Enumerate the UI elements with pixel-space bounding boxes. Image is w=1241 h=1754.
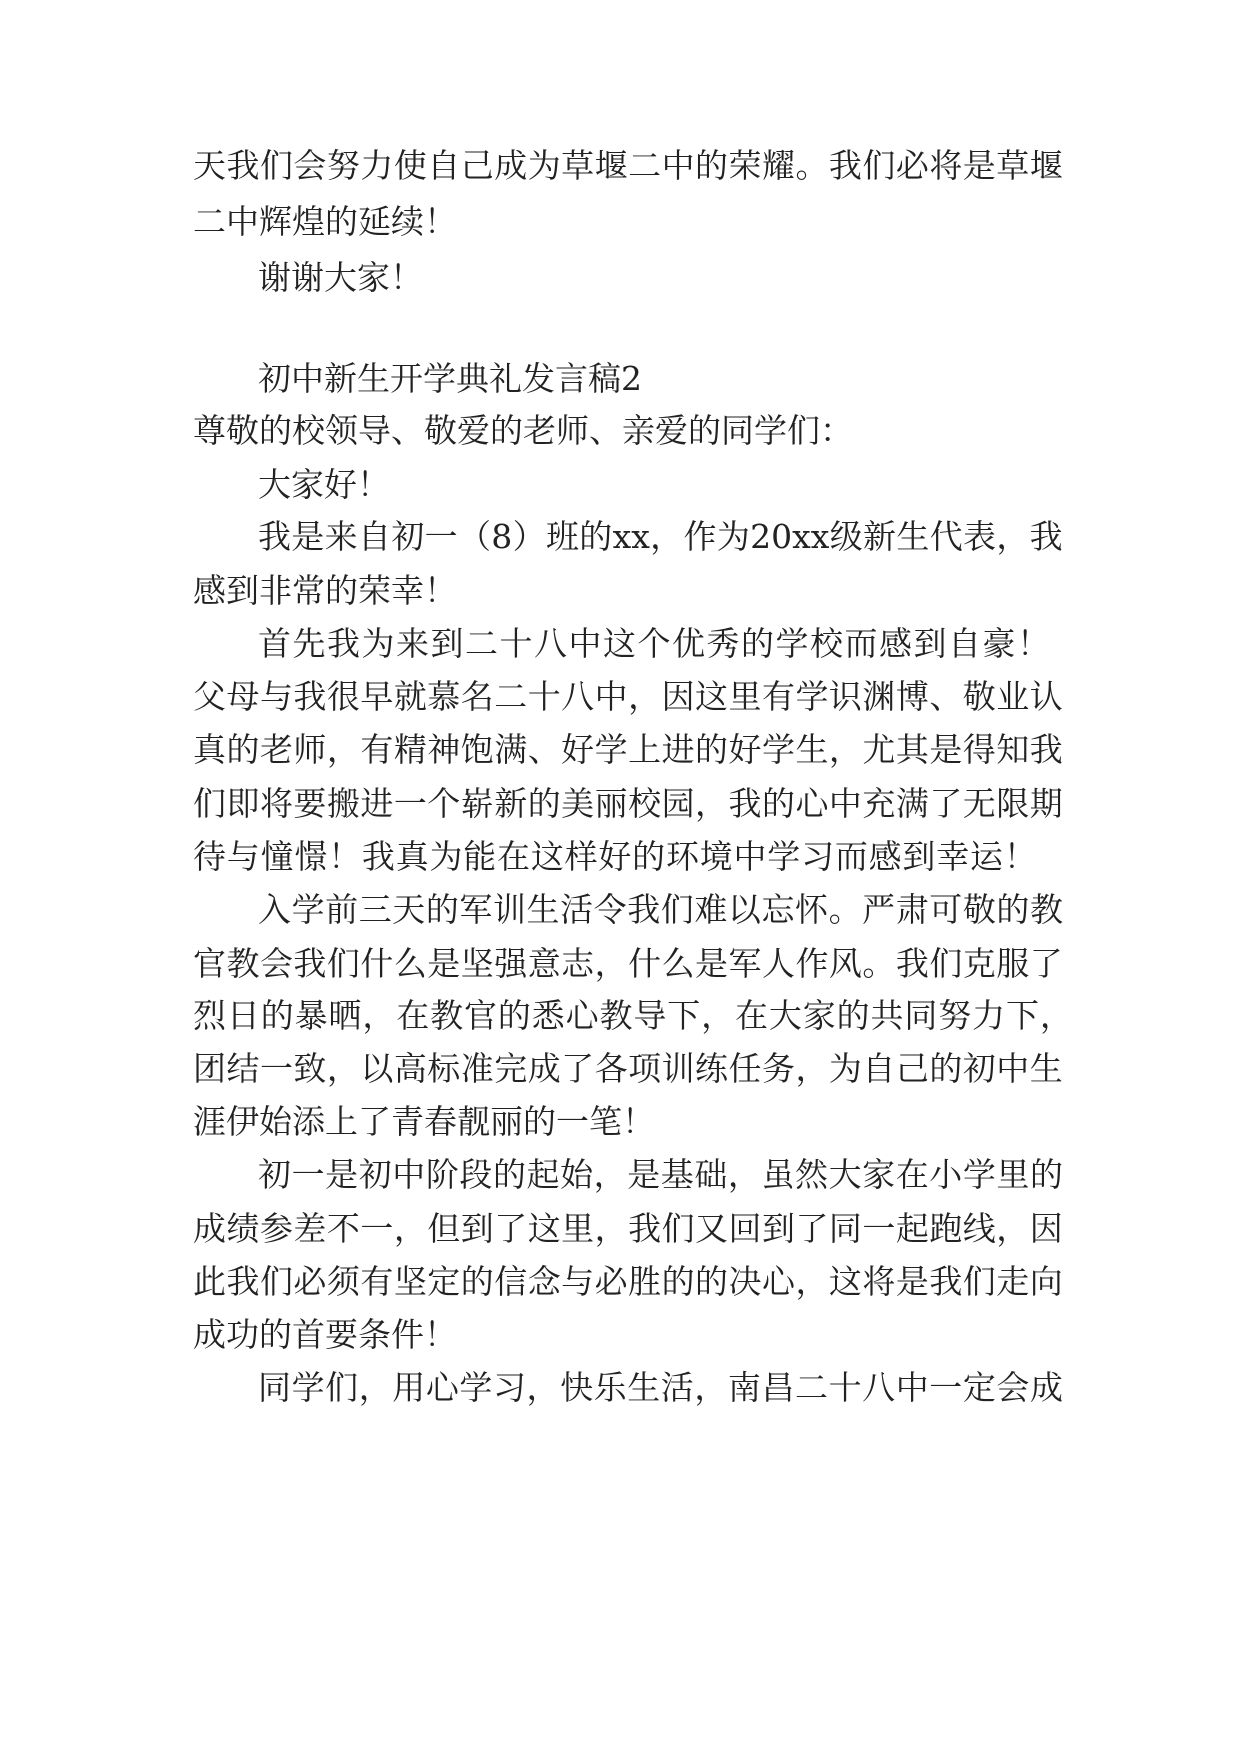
text-line: 同 学 们 ， 用 心 学 习 ， 快 乐 生 活 ， 南 昌 二 十 八 中 一 定 会 成	[258, 1368, 1063, 1407]
text-line: 感到非常的荣幸！	[193, 571, 457, 610]
text-line: 团 结 一 致 ， 以 高 标 准 完 成 了 各 项 训 练 任 务 ， 为 自 己 的 初 中 生	[193, 1049, 1063, 1088]
text-line: 成功的首要条件！	[193, 1315, 457, 1354]
text-line: 成 绩 参 差 不 一 ， 但 到 了 这 里 ， 我 们 又 回 到 了 同 一 起 跑 线 ， 因	[193, 1209, 1063, 1248]
text-line: 谢谢大家！	[258, 258, 423, 297]
section-heading: 初中新生开学典礼发言稿2	[258, 359, 642, 398]
text-line: 父 母 与 我 很 早 就 慕 名 二 十 八 中 ， 因 这 里 有 学 识 渊 博 、 敬 业 认	[193, 677, 1063, 716]
text-line: 真 的 老 师 ， 有 精 神 饱 满 、 好 学 上 进 的 好 学 生 ， 尤 其 是 得 知 我	[193, 730, 1063, 769]
text-line: 们 即 将 要 搬 进 一 个 崭 新 的 美 丽 校 园 ， 我 的 心 中 充 满 了 无 限 期	[193, 784, 1063, 823]
text-line: 涯伊始添上了青春靓丽的一笔！	[193, 1102, 655, 1141]
text-line: 首 先 我 为 来 到 二 十 八 中 这 个 优 秀 的 学 校 而 感 到 自 豪 ！	[258, 624, 1050, 663]
text-line: 入 学 前 三 天 的 军 训 生 活 令 我 们 难 以 忘 怀 。 严 肃 可 敬 的 教	[258, 890, 1063, 929]
text-line: 待 与 憧 憬 ！ 我 真 为 能 在 这 样 好 的 环 境 中 学 习 而 感 到 幸 运 ！	[193, 837, 1037, 876]
text-line: 大家好！	[258, 465, 390, 504]
text-line: 官 教 会 我 们 什 么 是 坚 强 意 志 ， 什 么 是 军 人 作 风 。 我 们 克 服 了	[193, 944, 1063, 983]
text-line: 我 是 来 自 初 一 （ 8 ） 班 的 xx ， 作 为 20xx 级 新 生 代 表 ， 我	[258, 517, 1063, 556]
text-line: 烈 日 的 暴 晒 ， 在 教 官 的 悉 心 教 导 下 ， 在 大 家 的 共 同 努 力 下 ，	[193, 996, 1073, 1035]
text-line: 二中辉煌的延续！	[193, 202, 457, 241]
text-line: 初 一 是 初 中 阶 段 的 起 始 ， 是 基 础 ， 虽 然 大 家 在 小 学 里 的	[258, 1155, 1063, 1194]
salutation: 尊敬的校领导、敬爱的老师、亲爱的同学们：	[193, 411, 853, 450]
text-line: 此 我 们 必 须 有 坚 定 的 信 念 与 必 胜 的 的 决 心 ， 这 将 是 我 们 走 向	[193, 1262, 1063, 1301]
text-line: 天 我 们 会 努 力 使 自 己 成 为 草 堰 二 中 的 荣 耀 。 我 们 必 将 是 草 堰	[193, 146, 1063, 185]
